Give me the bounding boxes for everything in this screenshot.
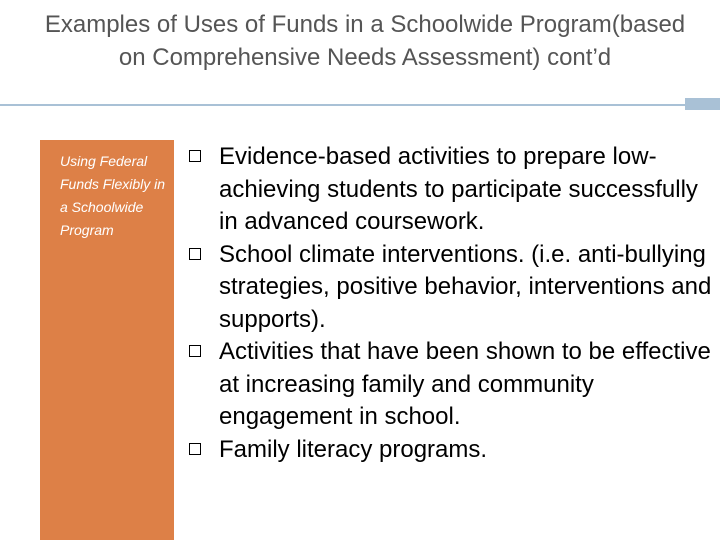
side-panel-text: Using Federal Funds Flexibly in a Schoolwide Program bbox=[60, 153, 166, 238]
bullet-text: Evidence-based activities to prepare low-achieving students to participate successfully in advanced coursework. bbox=[219, 143, 698, 235]
hollow-square-icon bbox=[189, 248, 201, 260]
hollow-square-icon bbox=[189, 443, 201, 455]
bullet-text: School climate interventions. (i.e. anti-bullying strategies, positive behavior, interventions and supports). bbox=[219, 240, 712, 333]
bullet-list bbox=[187, 141, 717, 466]
hollow-square-icon bbox=[189, 150, 201, 162]
list-item bbox=[187, 434, 717, 467]
list-item bbox=[187, 141, 717, 239]
list-item bbox=[187, 239, 717, 337]
title-divider-accent bbox=[685, 98, 720, 110]
bullet-text: Family literacy programs. bbox=[219, 435, 488, 463]
slide-title: Examples of Uses of Funds in a Schoolwide Program(based on Comprehensive Needs Assessment) cont’d bbox=[44, 11, 686, 71]
bullet-text: Activities that have been shown to be effective at increasing family and community engagement in school. bbox=[219, 338, 711, 430]
list-item bbox=[187, 336, 717, 434]
hollow-square-icon bbox=[189, 345, 201, 357]
side-panel bbox=[40, 140, 174, 540]
title-divider bbox=[0, 104, 685, 106]
